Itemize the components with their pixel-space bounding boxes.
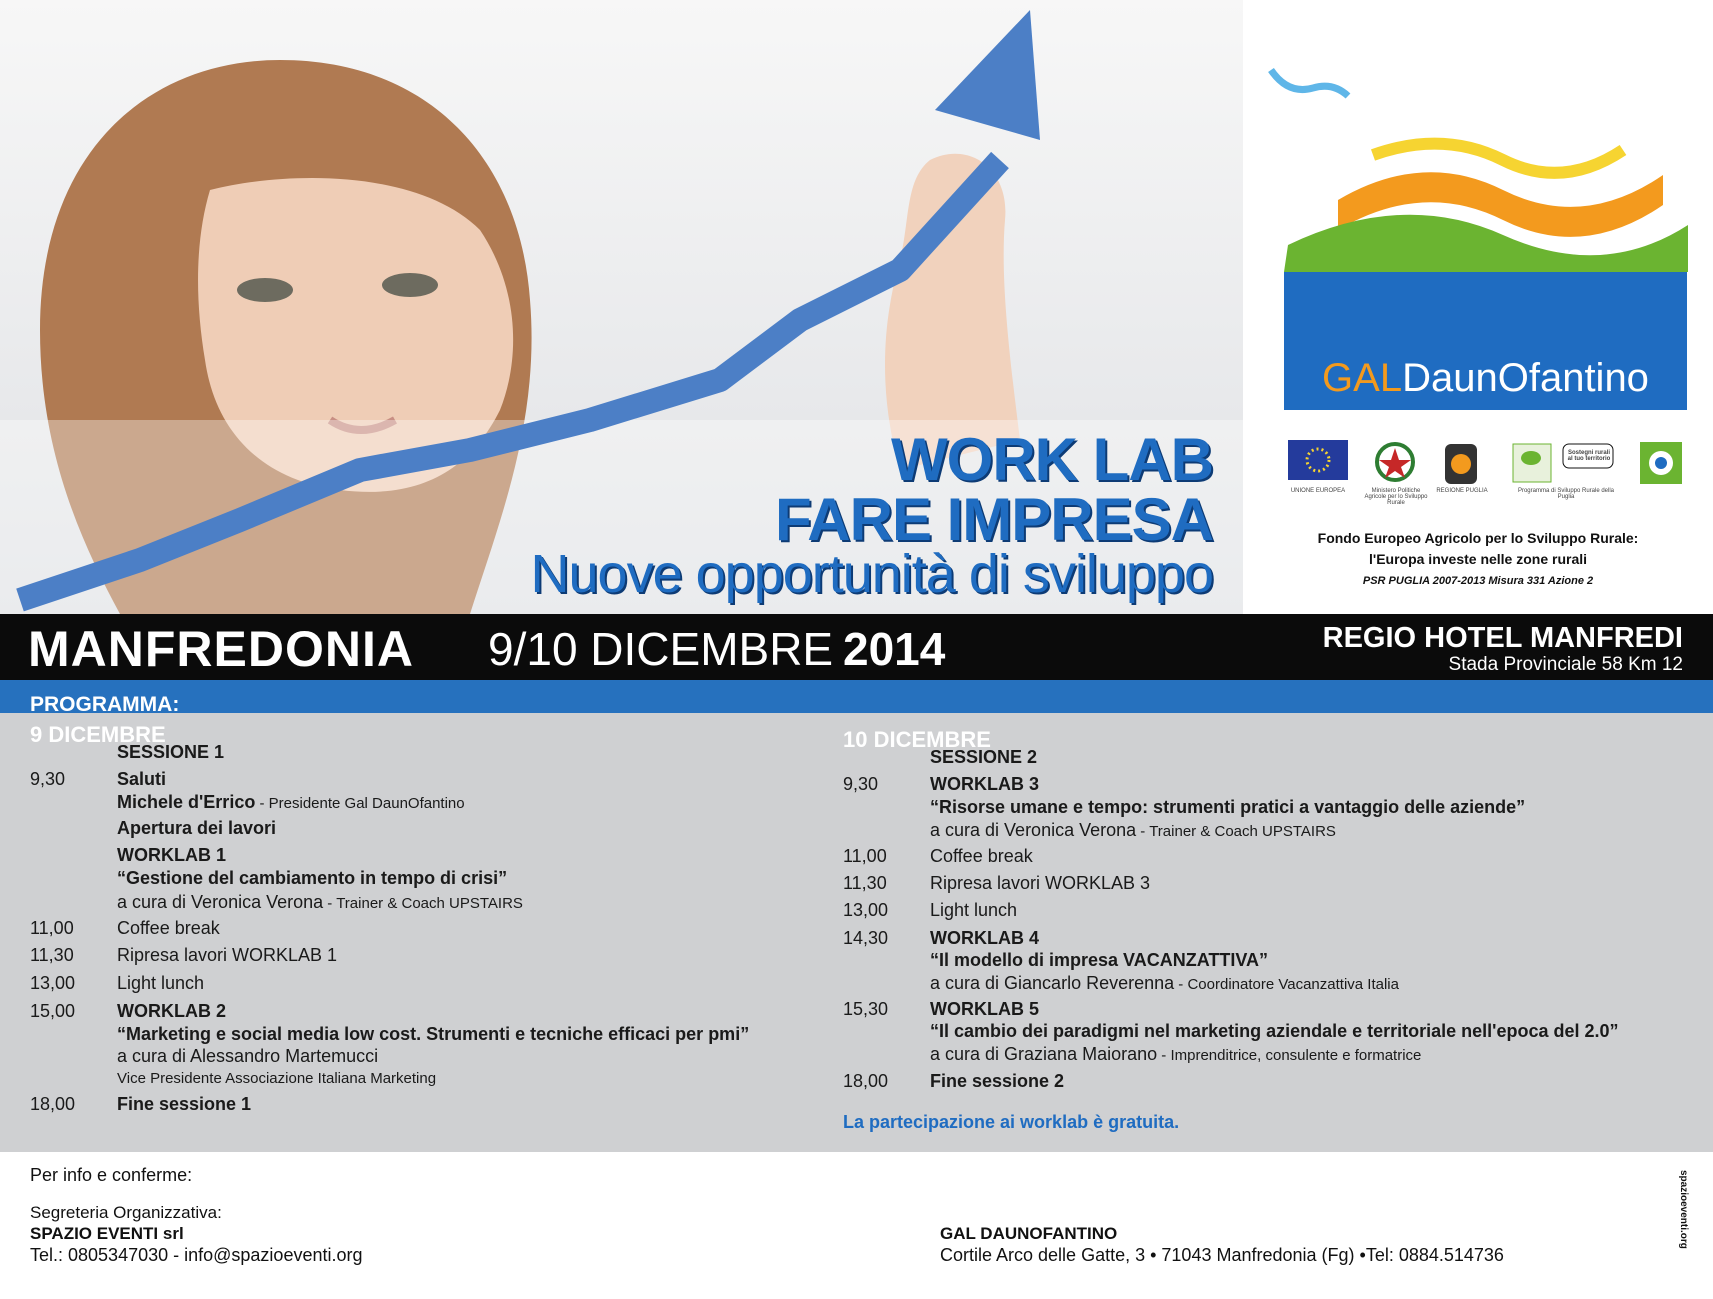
day2-worklab3-role: - Trainer & Coach UPSTAIRS [1136, 823, 1336, 840]
day1-worklab2-title: “Marketing e social media low cost. Strumenti e tecniche efficaci per pmi” [117, 1024, 750, 1044]
footer-gal-address: Cortile Arco delle Gatte, 3 • 71043 Manfredonia (Fg) •Tel: 0884.514736 [940, 1245, 1504, 1265]
day1-worklab1-role: - Trainer & Coach UPSTAIRS [323, 895, 523, 912]
region-caption: REGIONE PUGLIA [1436, 488, 1488, 494]
day1-heading: 9 DICEMBRE [30, 722, 166, 747]
fondo-line-3: PSR PUGLIA 2007-2013 Misura 331 Azione 2 [1362, 575, 1594, 587]
day2-fine: Fine sessione 2 [930, 1071, 1065, 1091]
day1-time-5: 15,00 [30, 1001, 76, 1021]
title-work-lab: WORK LAB [891, 426, 1213, 493]
day2-time-7: 18,00 [843, 1071, 889, 1091]
day1-time-3: 11,30 [30, 945, 74, 965]
day2-ripresa: Ripresa lavori WORKLAB 3 [930, 873, 1151, 893]
day1-time-2: 11,00 [30, 918, 74, 938]
day2-worklab5-role: - Imprenditrice, consulente e formatrice [1157, 1047, 1422, 1064]
eu-caption: UNIONE EUROPEA [1290, 488, 1346, 494]
day2-worklab4-title: “Il modello di impresa VACANZATTIVA” [930, 950, 1269, 970]
day2-worklab4: WORKLAB 4 [930, 928, 1039, 948]
logo-area [1243, 0, 1713, 614]
day1-worklab2-role: Vice Presidente Associazione Italiana Marketing [117, 1070, 437, 1087]
fondo-line-1: Fondo Europeo Agricolo per lo Sviluppo Rurale: [1317, 530, 1639, 546]
day2-time-5: 14,30 [843, 928, 889, 948]
day2-coffee: Coffee break [930, 846, 1033, 866]
title-fare-impresa: FARE IMPRESA [774, 486, 1213, 553]
day2-time-4: 13,00 [843, 900, 889, 920]
day1-worklab1-by: a cura di Veronica Verona [117, 892, 324, 912]
day1-speaker-role: - Presidente Gal DaunOfantino [255, 795, 465, 812]
day1-session: SESSIONE 1 [117, 742, 225, 762]
speech-caption: Sostegni rurali al tuo territorio [1567, 450, 1611, 462]
banner-dates: 9/10 DICEMBRE [488, 623, 834, 675]
growth-arrow-head [935, 10, 1040, 140]
day1-worklab1: WORKLAB 1 [117, 845, 226, 865]
program-strip [0, 680, 1713, 713]
fondo-line-2: l'Europa investe nelle zone rurali [1368, 551, 1588, 567]
free-participation-note: La partecipazione ai worklab è gratuita. [843, 1112, 1180, 1132]
day2-worklab4-role: - Coordinatore Vacanzattiva Italia [1174, 976, 1399, 993]
day2-heading: 10 DICEMBRE [843, 727, 991, 752]
title-subtitle: Nuove opportunità di sviluppo [530, 544, 1213, 604]
day1-worklab1-title: “Gestione del cambiamento in tempo di crisi” [117, 868, 508, 888]
psr-caption: Programma di Sviluppo Rurale della Puglia [1517, 488, 1615, 500]
leader-logo-icon [1638, 440, 1684, 496]
day2-time-6: 15,30 [843, 999, 889, 1019]
day1-time-4: 13,00 [30, 973, 76, 993]
day2-worklab5-by: a cura di Graziana Maiorano [930, 1044, 1158, 1064]
footer [0, 1152, 1713, 1299]
program-title: PROGRAMMA: [30, 693, 180, 716]
gal-logo-name: GALDaunOfantino [1322, 356, 1649, 400]
right-eye [382, 273, 438, 297]
day2-worklab5-title: “Il cambio dei paradigmi nel marketing aziendale e territoriale nell'epoca del 2.0” [930, 1021, 1619, 1041]
day2-lunch: Light lunch [930, 900, 1018, 920]
day1-apertura: Apertura dei lavori [117, 818, 277, 838]
event-banner [0, 614, 1713, 680]
banner-address: Stada Provinciale 58 Km 12 [1448, 654, 1683, 675]
footer-company: SPAZIO EVENTI srl [30, 1224, 184, 1243]
day1-ripresa: Ripresa lavori WORKLAB 1 [117, 945, 338, 965]
ministry-caption: Ministero Politiche Agricole per lo Sviluppo Rurale [1364, 488, 1428, 506]
footer-gal-title: GAL DAUNOFANTINO [940, 1224, 1118, 1243]
day2-time-3: 11,30 [843, 873, 887, 893]
footer-info: Per info e conferme: [30, 1165, 193, 1185]
day2-session: SESSIONE 2 [930, 747, 1038, 767]
day1-time-6: 18,00 [30, 1094, 76, 1114]
day2-worklab5: WORKLAB 5 [930, 999, 1039, 1019]
banner-year: 2014 [843, 623, 946, 675]
day2-time-1: 9,30 [843, 774, 879, 794]
day1-speaker: Michele d'Errico [117, 792, 256, 812]
day2-worklab3-title: “Risorse umane e tempo: strumenti pratici a vantaggio delle aziende” [930, 797, 1526, 817]
day1-worklab2: WORKLAB 2 [117, 1001, 226, 1021]
day1-fine: Fine sessione 1 [117, 1094, 252, 1114]
day1-coffee: Coffee break [117, 918, 220, 938]
day1-lunch: Light lunch [117, 973, 205, 993]
hero-image [0, 0, 1243, 614]
day2-time-2: 11,00 [843, 846, 887, 866]
gal-logo-icon [1243, 0, 1713, 280]
day2-worklab3: WORKLAB 3 [930, 774, 1039, 794]
day2-worklab3-by: a cura di Veronica Verona [930, 820, 1137, 840]
footer-vertical-url: spazioeventi.org [1678, 1170, 1689, 1249]
left-eye [237, 278, 293, 302]
footer-contact: Tel.: 0805347030 - info@spazioeventi.org [30, 1245, 363, 1265]
day1-saluti: Saluti [117, 769, 167, 789]
banner-city: MANFREDONIA [28, 621, 414, 677]
day1-time-1: 9,30 [30, 769, 66, 789]
day2-worklab4-by: a cura di Giancarlo Reverenna [930, 973, 1175, 993]
banner-venue: REGIO HOTEL MANFREDI [1322, 622, 1683, 654]
footer-segreteria: Segreteria Organizzativa: [30, 1203, 222, 1222]
day1-worklab2-by: a cura di Alessandro Martemucci [117, 1046, 379, 1066]
